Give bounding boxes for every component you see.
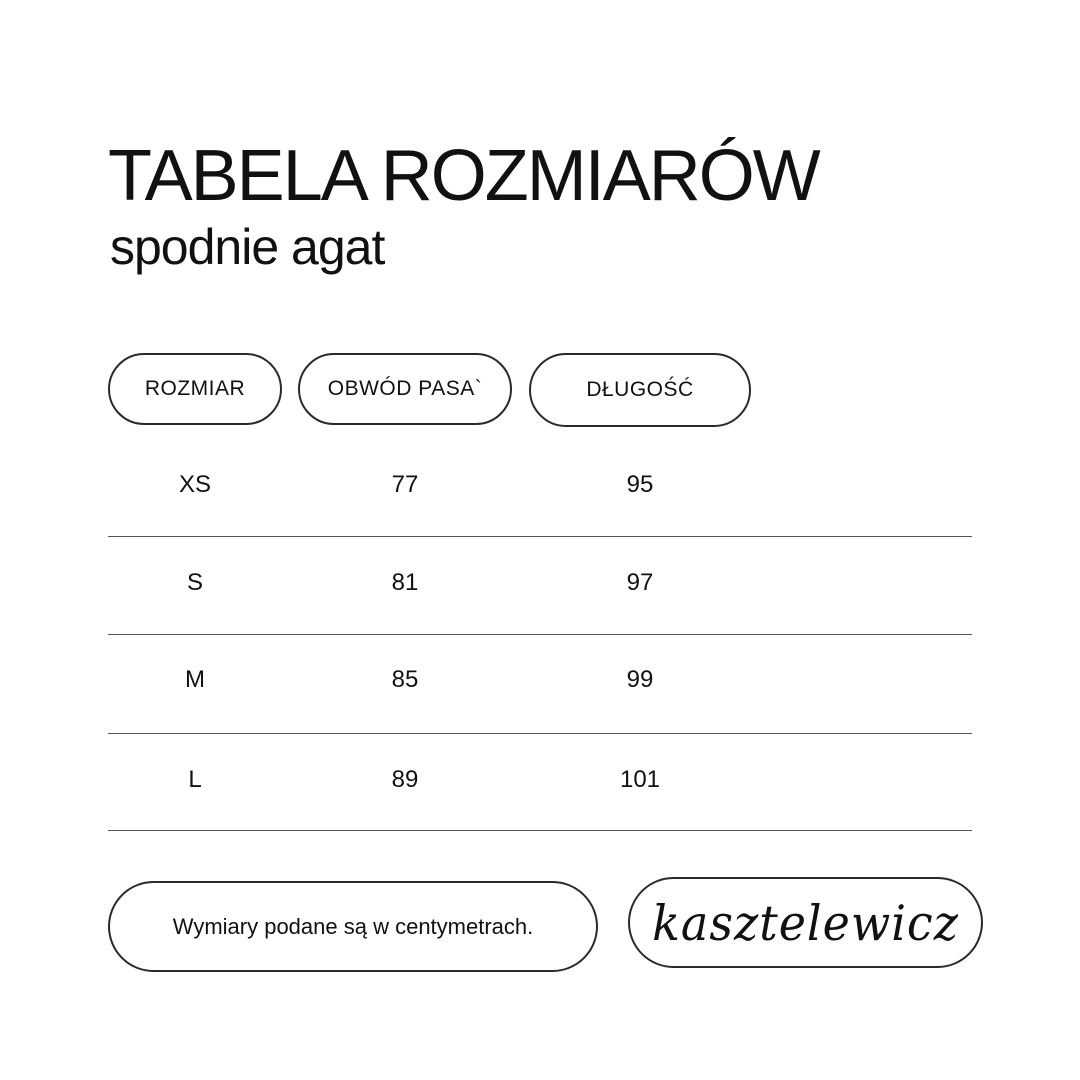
units-note: Wymiary podane są w centymetrach. [108, 881, 598, 972]
table-row [0, 563, 1080, 603]
row-divider [108, 830, 972, 831]
row-divider [108, 536, 972, 537]
row-divider [108, 634, 972, 635]
brand-logo [628, 877, 983, 968]
waist-cell: 77 [391, 471, 419, 498]
table-row [0, 465, 1080, 505]
size-cell: L [188, 766, 202, 793]
brand-logo-text: kasztelewicz [652, 894, 959, 951]
column-header-waist: OBWÓD PASA` [298, 353, 512, 425]
length-cell: 95 [626, 471, 654, 498]
table-row [0, 660, 1080, 700]
length-cell: 97 [626, 569, 654, 596]
page-subtitle: spodnie agat [110, 219, 385, 275]
length-cell: 101 [619, 766, 661, 793]
column-header-length: DŁUGOŚĆ [529, 353, 751, 427]
table-row [0, 760, 1080, 800]
column-header-size: ROZMIAR [108, 353, 282, 425]
row-divider [108, 733, 972, 734]
size-cell: S [186, 569, 204, 596]
waist-cell: 81 [391, 569, 419, 596]
size-cell: XS [178, 471, 212, 498]
waist-cell: 85 [391, 666, 419, 693]
size-cell: M [185, 666, 205, 693]
length-cell: 99 [626, 666, 654, 693]
waist-cell: 89 [391, 766, 419, 793]
page-title: TABELA ROZMIARÓW [108, 136, 819, 216]
